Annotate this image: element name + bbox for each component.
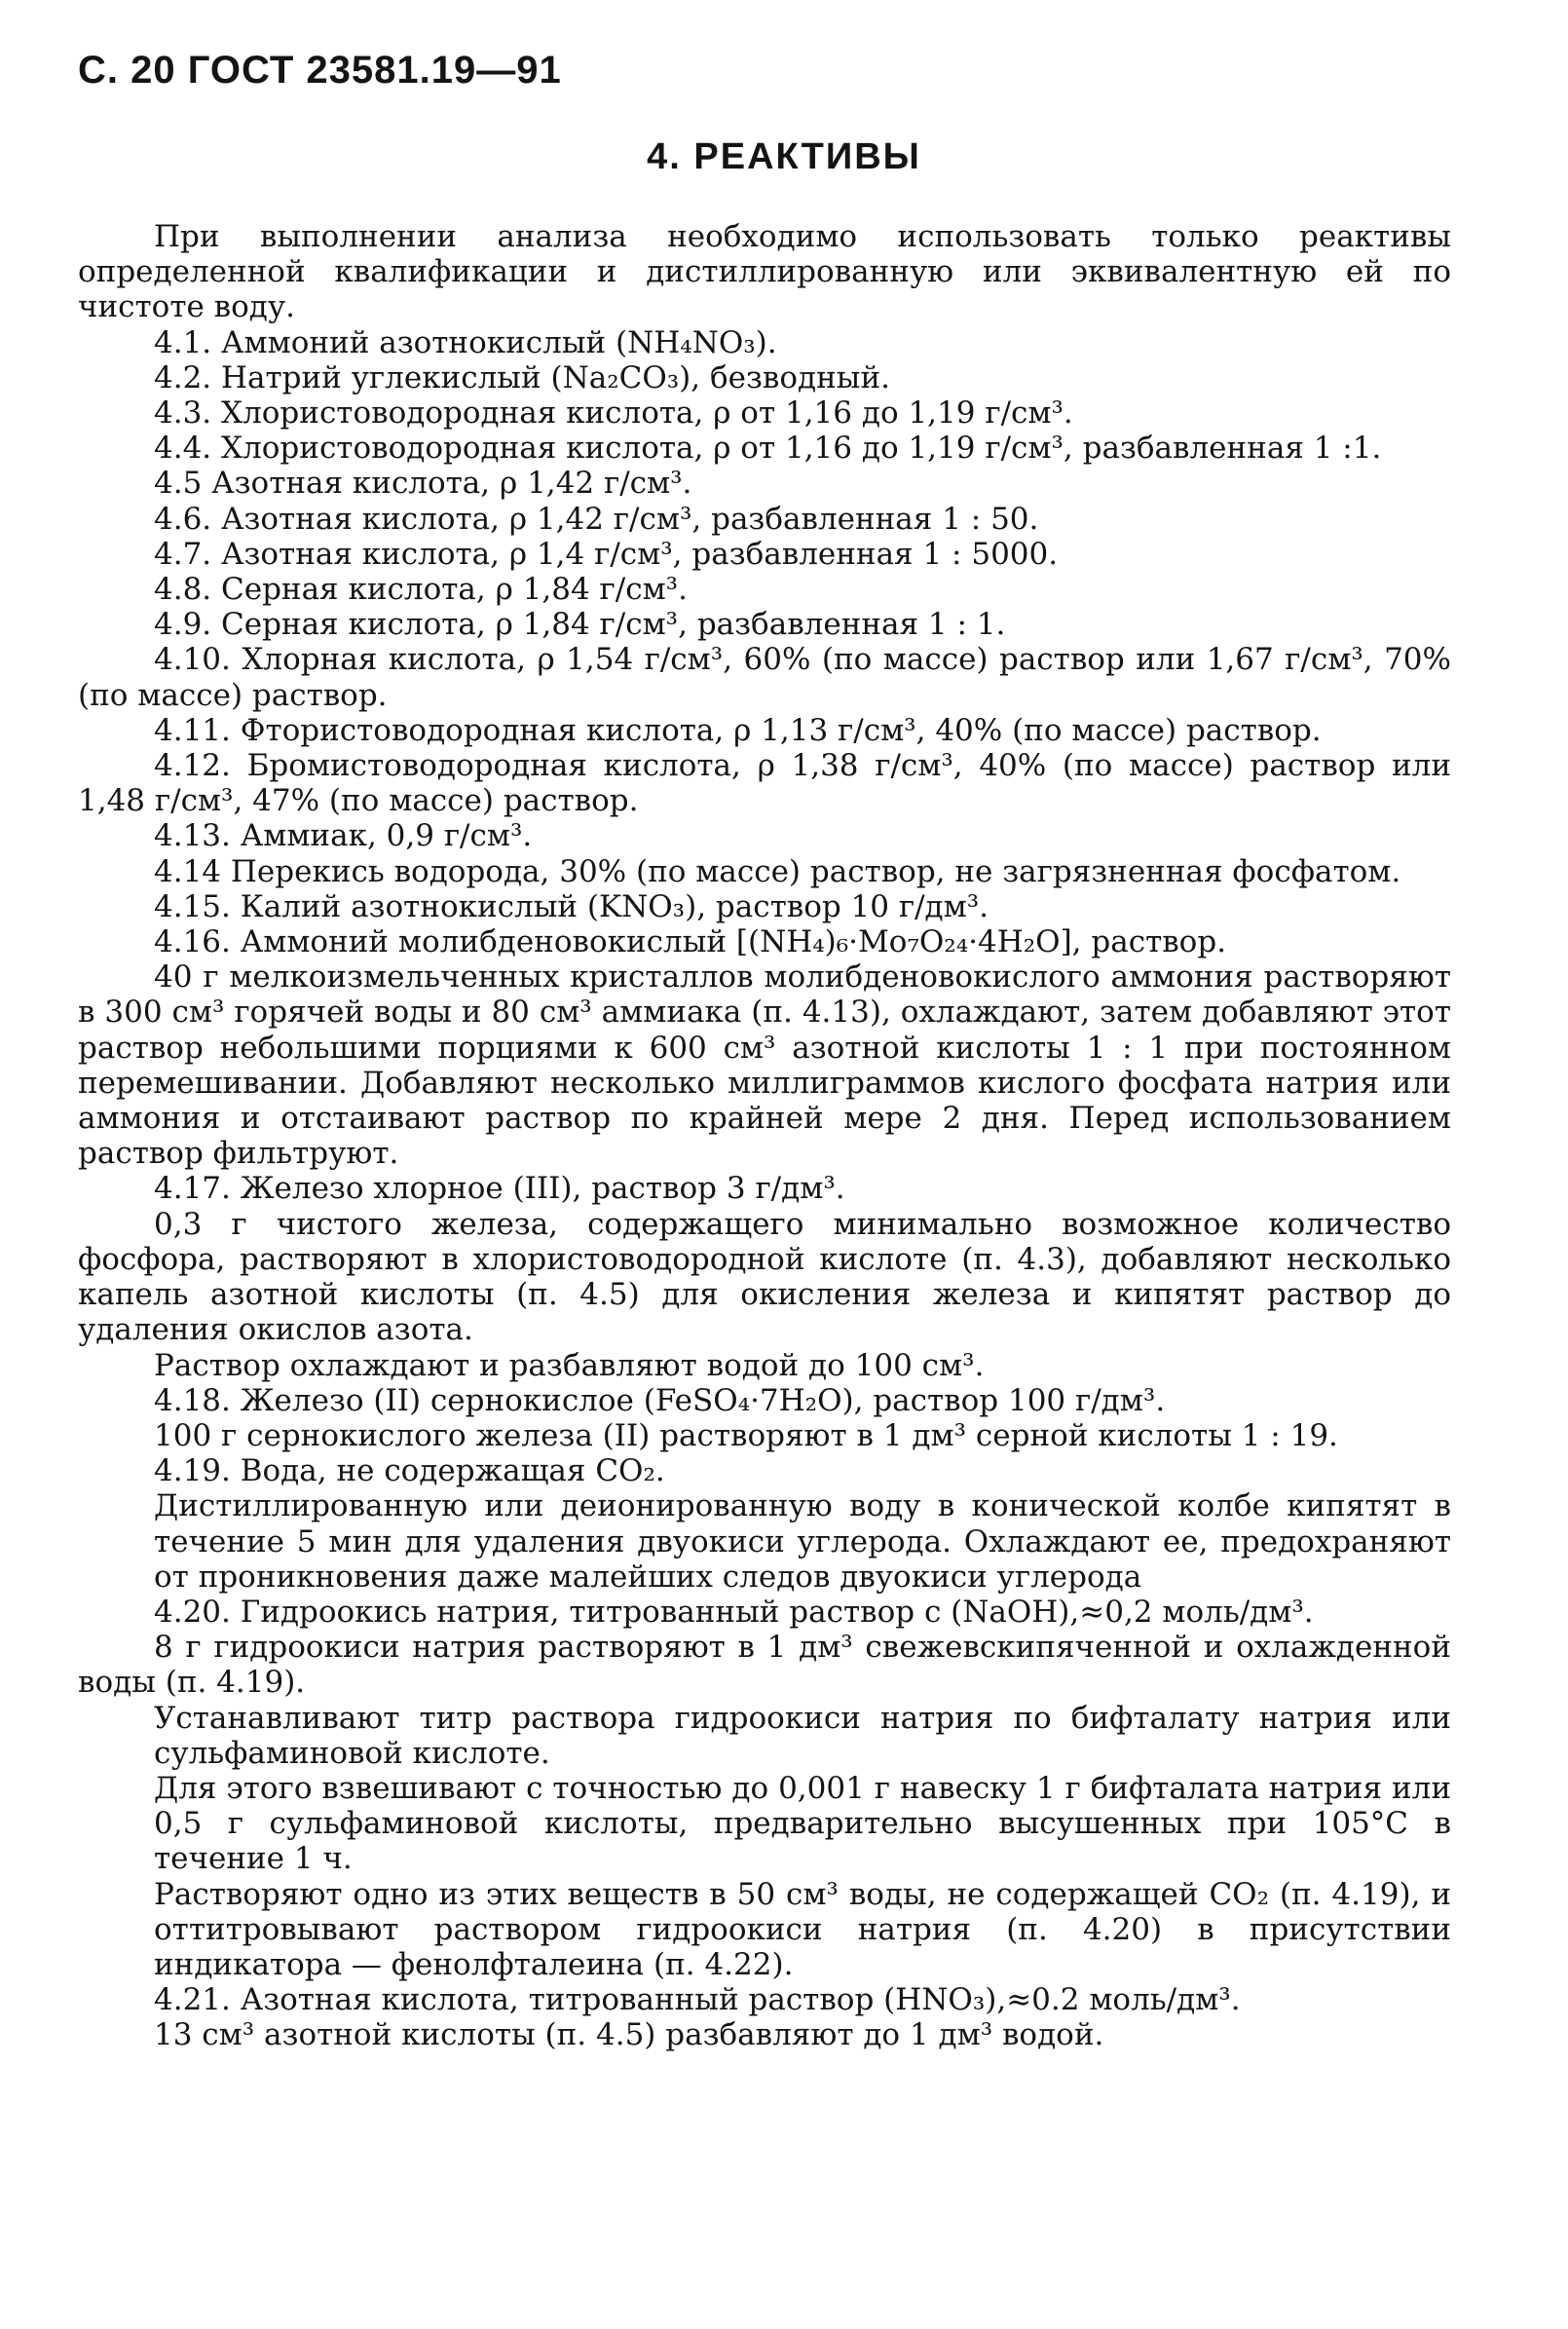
reagent-4-9: 4.9. Серная кислота, ρ 1,84 г/см³, разбавленная 1 : 1. (154, 607, 1006, 643)
reagent-4-15: 4.15. Калий азотнокислый (KNO₃), раствор 10 г/дм³. (154, 888, 989, 924)
reagent-4-17: 4.17. Железо хлорное (III), раствор 3 г/дм³. (154, 1171, 845, 1207)
reagent-4-3: 4.3. Хлористоводородная кислота, ρ от 1,16 до 1,19 г/см³. (154, 395, 1073, 432)
reagent-4-20: 4.20. Гидроокись натрия, титрованный раствор с (NaOH),≈0,2 моль/дм³. (154, 1594, 1314, 1630)
reagent-4-21: 4.21. Азотная кислота, титрованный раствор (HNO₃),≈0.2 моль/дм³. (154, 1982, 1241, 2018)
document-body (78, 219, 1451, 2053)
reagent-4-17-preparation: 0,3 г чистого железа, содержащего минимально возможное количество фосфора, растворяют в хлористоводородной кислоте (п. 4.3), добавляют несколько капель азотной кислоты (п. 4.5) для окисления железа и кипятят раствор до удаления окислов азота. (78, 1206, 1451, 1348)
reagent-4-20-weighing: Для этого взвешивают с точностью до 0,001 г навеску 1 г бифталата натрия или 0,5 г сульфаминовой кислоты, предварительно высушенных при 105°С в течение 1 ч. (154, 1770, 1451, 1877)
reagent-4-20-preparation: 8 г гидроокиси натрия растворяют в 1 дм³ свежевскипяченной и охлажденной воды (п. 4.19). (78, 1630, 1451, 1701)
section-title: 4. РЕАКТИВЫ (647, 136, 921, 177)
reagent-4-6: 4.6. Азотная кислота, ρ 1,42 г/см³, разбавленная 1 : 50. (154, 501, 1039, 537)
reagent-4-13: 4.13. Аммиак, 0,9 г/см³. (154, 818, 533, 854)
reagent-4-10: 4.10. Хлорная кислота, ρ 1,54 г/см³, 60% (по массе) раствор или 1,67 г/см³, 70% (по массе) раствор. (78, 642, 1451, 713)
reagent-4-19: 4.19. Вода, не содержащая CO₂. (154, 1453, 665, 1489)
reagent-4-8: 4.8. Серная кислота, ρ 1,84 г/см³. (154, 572, 688, 608)
reagent-4-20-titration: Растворяют одно из этих веществ в 50 см³ воды, не содержащей CO₂ (п. 4.19), и оттитровывают раствором гидроокиси натрия (п. 4.20) в присутствии индикатора — фенолфталеина (п. 4.22). (154, 1876, 1451, 1982)
reagent-4-18: 4.18. Железо (II) сернокислое (FeSO₄·7H₂O), раствор 100 г/дм³. (154, 1382, 1166, 1418)
reagent-4-5: 4.5 Азотная кислота, ρ 1,42 г/см³. (154, 466, 692, 502)
paragraph-intro: При выполнении анализа необходимо использовать только реактивы определенной квалификации и дистиллированную или эквивалентную ей по чистоте воду. (78, 219, 1451, 325)
reagent-4-18-preparation: 100 г сернокислого железа (II) растворяют в 1 дм³ серной кислоты 1 : 19. (154, 1417, 1338, 1453)
reagent-4-17-dilution: Раствор охлаждают и разбавляют водой до 100 см³. (154, 1347, 985, 1383)
page-header: С. 20 ГОСТ 23581.19—91 (78, 49, 562, 92)
reagent-4-21-preparation: 13 см³ азотной кислоты (п. 4.5) разбавляют до 1 дм³ водой. (154, 2017, 1104, 2053)
reagent-4-14: 4.14 Перекись водорода, 30% (по массе) раствор, не загрязненная фосфатом. (154, 853, 1401, 889)
reagent-4-1: 4.1. Аммоний азотнокислый (NH₄NO₃). (154, 324, 777, 360)
reagent-4-11: 4.11. Фтористоводородная кислота, ρ 1,13 г/см³, 40% (по массе) раствор. (154, 712, 1322, 748)
reagent-4-16-preparation: 40 г мелкоизмельченных кристаллов молибденовокислого аммония растворяют в 300 см³ горячей воды и 80 см³ аммиака (п. 4.13), охлаждают, затем добавляют этот раствор небольшими порциями к 600 см³ азотной кислоты 1 : 1 при постоянном перемешивании. Добавляют несколько миллиграммов кислого фосфата натрия или аммония и отстаивают раствор по крайней мере 2 дня. Перед использованием раствор фильтруют. (78, 959, 1451, 1172)
reagent-4-20-titre: Устанавливают титр раствора гидроокиси натрия по бифталату натрия или сульфаминовой кислоте. (154, 1700, 1451, 1771)
reagent-4-16: 4.16. Аммоний молибденовокислый [(NH₄)₆·Mo₇O₂₄·4H₂O], раствор. (154, 924, 1227, 960)
reagent-4-19-preparation: Дистиллированную или деионированную воду в конической колбе кипятят в течение 5 мин для удаления двуокиси углерода. Охлаждают ее, предохраняют от проникновения даже малейших следов двуокиси углерода (154, 1488, 1451, 1595)
reagent-4-7: 4.7. Азотная кислота, ρ 1,4 г/см³, разбавленная 1 : 5000. (154, 536, 1059, 572)
reagent-4-2: 4.2. Натрий углекислый (Na₂CO₃), безводный. (154, 359, 890, 395)
reagent-4-12: 4.12. Бромистоводородная кислота, ρ 1,38 г/см³, 40% (по массе) раствор или 1,48 г/см³, 47% (по массе) раствор. (78, 748, 1451, 819)
reagent-4-4: 4.4. Хлористоводородная кислота, ρ от 1,16 до 1,19 г/см³, разбавленная 1 :1. (154, 431, 1382, 467)
